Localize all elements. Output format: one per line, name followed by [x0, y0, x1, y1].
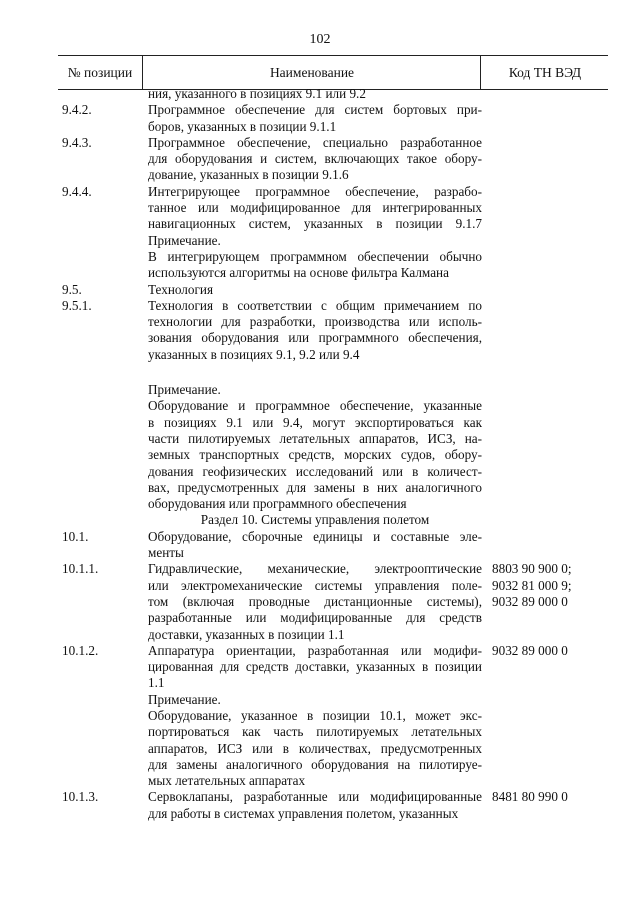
item-name — [148, 102, 482, 135]
table-row — [0, 298, 640, 363]
name-line: Программное обеспечение, специально разработанное — [148, 134, 482, 150]
position-number: 9.4.3. — [62, 134, 92, 150]
name-line: Гидравлические, механические, электрооптические — [148, 561, 482, 577]
item-name — [148, 643, 482, 790]
table-row — [0, 512, 640, 528]
name-line: части пилотируемых летательных аппаратов, ИСЗ, на- — [148, 430, 482, 446]
table-row — [0, 102, 640, 135]
position-number: 10.1.2. — [62, 642, 99, 658]
table-row — [0, 86, 640, 102]
code-line: 8803 90 900 0; — [492, 561, 572, 577]
name-line: портироваться как часть пилотируемых летательных — [148, 724, 482, 740]
name-line: ния, указанного в позициях 9.1 или 9.2 — [148, 86, 366, 101]
name-line: Технология — [148, 281, 214, 297]
table-row — [0, 643, 640, 790]
code-line: 9032 81 000 9; — [492, 577, 572, 593]
position-number: 9.5.1. — [62, 297, 92, 313]
name-line: для работы в системах управления полетом, указанных — [148, 805, 459, 821]
name-line: Примечание. — [148, 691, 221, 707]
name-line: доставки, указанных в позиции 1.1 — [148, 626, 345, 642]
table-row — [0, 561, 640, 642]
code-line: 9032 89 000 0 — [492, 642, 568, 658]
tnved-code — [492, 789, 612, 805]
name-line: дование, указанных в позиции 9.1.6 — [148, 167, 349, 183]
section-title — [148, 512, 482, 528]
position-number: 9.5. — [62, 281, 82, 297]
table-row — [0, 529, 640, 562]
header-name: Наименование — [142, 56, 481, 89]
position-number: 10.1. — [62, 528, 89, 544]
name-line: 1.1 — [148, 675, 165, 691]
name-line: Оборудование, указанное в позиции 10.1, может экс- — [148, 707, 482, 723]
item-name — [148, 529, 482, 562]
name-line: вах, предусмотренных для замены в них аналогичного — [148, 479, 482, 495]
name-line: Оборудование и программное обеспечение, указанные — [148, 398, 482, 414]
code-line: 8481 80 990 0 — [492, 789, 568, 805]
name-line: Интегрирующее программное обеспечение, разрабо- — [148, 183, 482, 199]
name-line: или электромеханические системы управления поле- — [148, 577, 482, 593]
name-line: используются алгоритмы на основе фильтра Калмана — [148, 265, 449, 281]
table-row — [0, 135, 640, 184]
header-position: № позиции — [67, 65, 133, 80]
name-line: земных транспортных средств, морских судов, обору- — [148, 447, 482, 463]
item-name — [148, 561, 482, 642]
name-line: навигационных систем, указанных в позиции 9.1.7 — [148, 216, 482, 232]
name-line: боров, указанных в позиции 9.1.1 — [148, 118, 337, 134]
tnved-code — [492, 561, 612, 610]
position-number: 10.1.1. — [62, 561, 99, 577]
item-name — [148, 789, 482, 822]
table-body — [0, 86, 640, 822]
position-number: 10.1.3. — [62, 789, 99, 805]
name-line: оборудования или программного обеспечения — [148, 496, 407, 512]
name-line: Сервоклапаны, разработанные или модифицированные — [148, 789, 482, 805]
name-line: том (включая проводные дистанционные системы), — [148, 593, 482, 609]
table-header — [58, 55, 608, 90]
name-line: технологии для разработки, производства или исполь- — [148, 314, 482, 330]
name-line: Примечание. — [148, 382, 221, 398]
name-line: разработанные или модифицированные для средств — [148, 610, 482, 626]
name-line: Раздел 10. Системы управления полетом — [200, 512, 430, 528]
table-row — [0, 789, 640, 822]
name-line: в позициях 9.1 или 9.4, могут экспортироваться как — [148, 414, 482, 430]
item-name — [148, 382, 482, 512]
name-line: для оборудования и систем, включающих такое обору- — [148, 151, 482, 167]
name-line: цированная для средств доставки, указанных в позиции — [148, 659, 482, 675]
name-line: Технология в соответствии с общим примечанием по — [148, 297, 482, 313]
table-row — [0, 282, 640, 298]
table-row — [0, 184, 640, 282]
item-name — [148, 184, 482, 282]
item-name — [148, 298, 482, 363]
tnved-code — [492, 643, 612, 659]
code-line: 9032 89 000 0 — [492, 593, 568, 609]
name-line: Примечание. — [148, 232, 221, 248]
name-line: указанных в позициях 9.1, 9.2 или 9.4 — [148, 346, 360, 362]
name-line: Программное обеспечение для систем бортовых при- — [148, 102, 482, 118]
name-line: Оборудование, сборочные единицы и составные эле- — [148, 528, 482, 544]
table-row — [0, 382, 640, 512]
name-line: зования оборудования или программного обеспечения, — [148, 330, 482, 346]
name-line: дования геофизических исследований или в количест- — [148, 463, 482, 479]
name-line: Аппаратура ориентации, разработанная или модифи- — [148, 642, 482, 658]
name-line: для замены аналогичного оборудования на пилотируе- — [148, 756, 482, 772]
name-line: менты — [148, 545, 184, 561]
page-number: 102 — [309, 32, 331, 47]
item-name — [148, 135, 482, 184]
position-number: 9.4.4. — [62, 183, 92, 199]
header-code: Код ТН ВЭД — [480, 56, 609, 89]
name-line: мых летательных аппаратах — [148, 773, 306, 789]
name-line: аппаратов, ИСЗ или в количествах, предусмотренных — [148, 740, 482, 756]
item-name — [148, 86, 482, 102]
position-number: 9.4.2. — [62, 102, 92, 118]
name-line: В интегрирующем программном обеспечении обычно — [148, 248, 482, 264]
name-line: танное или модифицированное для интегрированных — [148, 200, 482, 216]
item-name — [148, 282, 482, 298]
